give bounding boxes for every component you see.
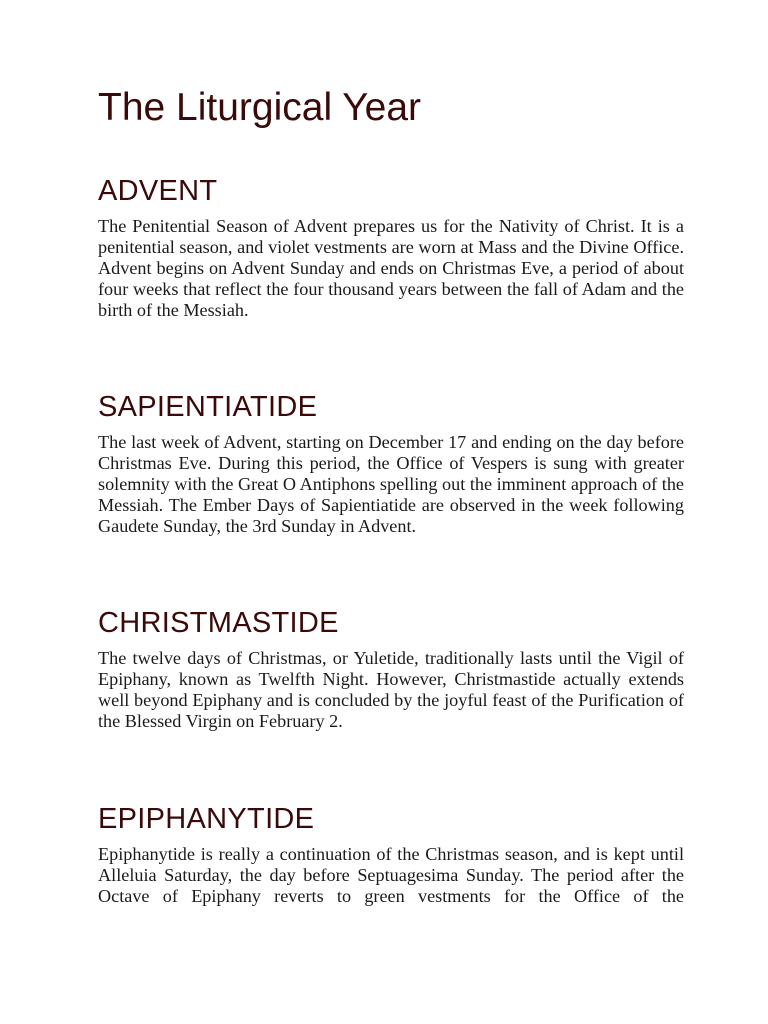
- section-sapientiatide: [98, 390, 684, 537]
- section-body-christmastide: The twelve days of Christmas, or Yuletide, traditionally lasts until the Vigil of Epiphany, known as Twelfth Night. However, Christmastide actually extends well beyond Epiphany and is concluded by the joyful feast of the Purification of the Blessed Virgin on February 2.: [98, 648, 684, 731]
- section-epiphanytide: [98, 802, 684, 907]
- section-advent: [98, 174, 684, 321]
- section-body-advent: The Penitential Season of Advent prepares us for the Nativity of Christ. It is a penitential season, and violet vestments are worn at Mass and the Divine Office. Advent begins on Advent Sunday and ends on Christmas Eve, a period of about four weeks that reflect the four thousand years between the fall of Adam and the birth of the Messiah.: [98, 216, 684, 320]
- section-christmastide: [98, 606, 684, 732]
- section-heading-advent: ADVENT: [98, 175, 218, 207]
- page-title: The Liturgical Year: [98, 86, 422, 129]
- section-heading-christmastide: CHRISTMASTIDE: [98, 607, 339, 639]
- section-heading-epiphanytide: EPIPHANYTIDE: [98, 803, 315, 835]
- section-heading-sapientiatide: SAPIENTIATIDE: [98, 391, 318, 423]
- section-body-epiphanytide: Epiphanytide is really a continuation of the Christmas season, and is kept until Alleluia Saturday, the day before Septuagesima Sunday. The period after the Octave of Epiphany reverts to green vestments for the Office of the: [98, 844, 684, 906]
- page-content: [98, 84, 684, 906]
- section-body-sapientiatide: The last week of Advent, starting on December 17 and ending on the day before Christmas Eve. During this period, the Office of Vespers is sung with greater solemnity with the Great O Antiphons spelling out the imminent approach of the Messiah. The Ember Days of Sapientiatide are observed in the week following Gaudete Sunday, the 3rd Sunday in Advent.: [98, 432, 684, 536]
